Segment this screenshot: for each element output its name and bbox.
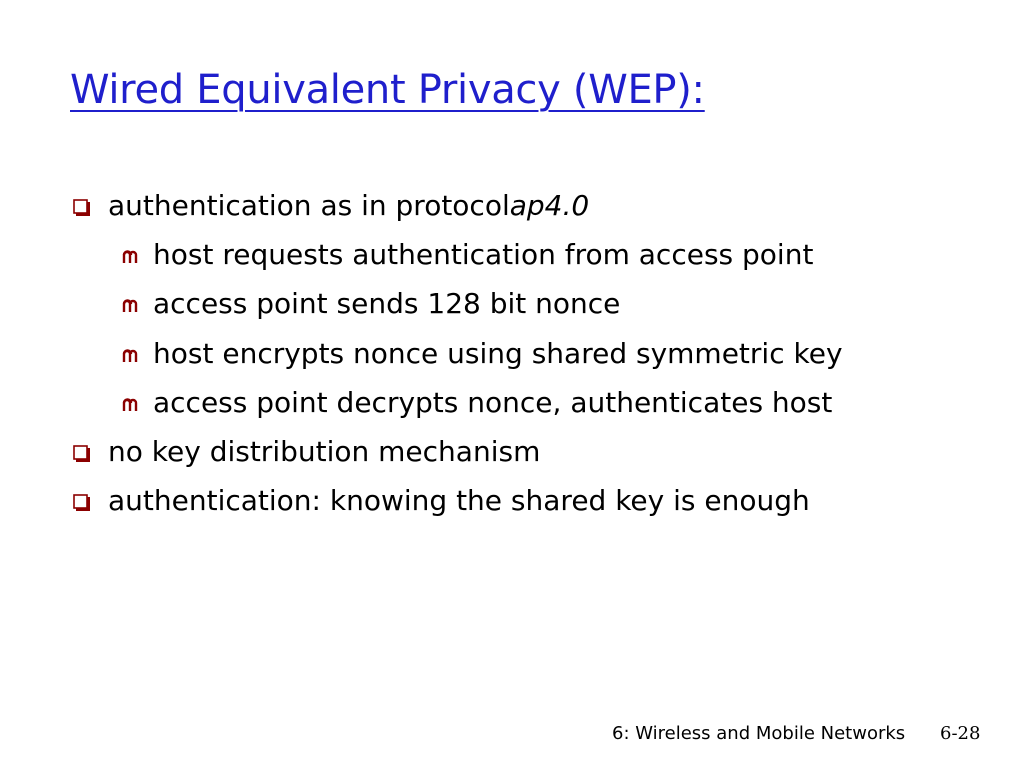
sub-bullet-item-host-encrypts: [121, 334, 843, 374]
bullet-text: authentication: knowing the shared key is enough: [108, 484, 810, 517]
square-bullet-icon: [72, 493, 92, 513]
circle-bullet-icon: [121, 297, 143, 315]
sub-bullet-text: host encrypts nonce using shared symmetric key: [153, 337, 843, 370]
slide-title: Wired Equivalent Privacy (WEP):: [70, 67, 705, 113]
sub-bullet-item-ap-decrypts: [121, 383, 832, 423]
bullet-item-shared-key-enough: [72, 481, 810, 521]
square-bullet-icon: [72, 444, 92, 464]
sub-bullet-item-nonce-sent: [121, 284, 620, 324]
footer-page-number: 6-28: [940, 723, 981, 744]
sub-bullet-text: access point sends 128 bit nonce: [153, 287, 621, 320]
footer-chapter: 6: Wireless and Mobile Networks: [612, 723, 906, 744]
bullet-text: no key distribution mechanism: [108, 435, 541, 468]
bullet-text: authentication as in protocol: [108, 189, 510, 222]
circle-bullet-icon: [121, 396, 143, 414]
circle-bullet-icon: [121, 347, 143, 365]
bullet-item-no-key-distribution: [72, 432, 540, 472]
protocol-name: ap4.0: [509, 189, 590, 222]
sub-bullet-text: host requests authentication from access point: [153, 238, 814, 271]
sub-bullet-item-host-requests: [121, 235, 813, 275]
square-bullet-icon: [72, 198, 92, 218]
sub-bullet-text: access point decrypts nonce, authenticates host: [153, 386, 833, 419]
circle-bullet-icon: [121, 248, 143, 266]
bullet-item-authentication-protocol: [72, 186, 589, 226]
